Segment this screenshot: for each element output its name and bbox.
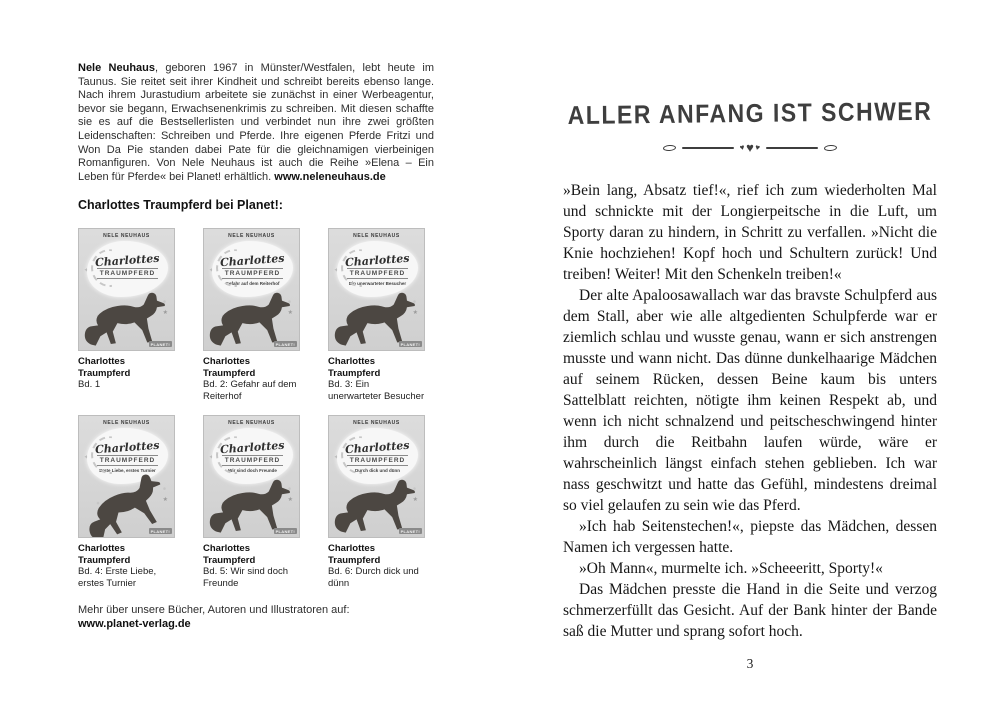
book-cover-1	[78, 228, 175, 402]
author-name: Nele Neuhaus	[78, 62, 155, 74]
cover-subtitle: Wir sind doch Freunde	[228, 467, 277, 473]
cover-art	[328, 228, 425, 351]
caption-title: Charlottes Traumpferd	[203, 356, 256, 379]
book-cover-6	[328, 415, 425, 589]
cover-subtitle: Ein unerwarteter Besucher	[348, 280, 407, 286]
caption-title: Charlottes Traumpferd	[78, 356, 131, 379]
author-website-url: www.neleneuhaus.de	[274, 170, 386, 183]
planet-logo: PLANET!	[400, 528, 420, 534]
oval-ornament-icon	[823, 144, 836, 151]
cover-author-name: ✦ NELE NEUHAUS	[353, 420, 400, 427]
planet-logo: PLANET!	[400, 341, 420, 347]
paragraph: »Bein lang, Absatz tief!«, rief ich zum wiederholten Mal und schnickte mit der Longierpeitsche in die Luft, um Sporty daran zu hindern, in Schritt zu verfallen. »Nicht die Knie hochziehen! Kopf hoch und Schultern zurück! Und treiben! Weiter! Mit den Schenkeln treiben!«	[563, 182, 937, 283]
cover-title-caps: TRAUMPFERD	[347, 268, 409, 279]
planet-logo: PLANET!	[275, 341, 295, 347]
cover-art	[328, 415, 425, 538]
chapter-divider	[563, 141, 937, 154]
cover-subtitle: Durch dick und dünn	[355, 467, 400, 473]
cover-author-name: ✦ NELE NEUHAUS	[228, 233, 275, 240]
cover-title-caps: TRAUMPFERD	[347, 455, 409, 466]
caption-title: Charlottes Traumpferd	[328, 543, 381, 566]
planet-logo: PLANET!	[275, 528, 295, 534]
left-page	[78, 0, 434, 631]
cover-title-script: Charlottes	[344, 251, 411, 270]
chapter-body	[563, 180, 937, 642]
cover-author-name: ✦ NELE NEUHAUS	[103, 233, 150, 240]
horse-icon	[78, 465, 175, 538]
cover-subtitle: Gefahr auf dem Reiterhof	[225, 280, 280, 286]
planet-logo: PLANET!	[150, 341, 170, 347]
publisher-website-url: www.planet-verlag.de	[78, 618, 191, 631]
book-cover-4	[78, 415, 175, 589]
cover-title-caps: TRAUMPFERD	[97, 455, 159, 466]
cover-title-caps: TRAUMPFERD	[97, 268, 159, 279]
book-cover-3	[328, 228, 425, 402]
cover-author-name: ✦ NELE NEUHAUS	[228, 420, 275, 427]
book-cover-2	[203, 228, 300, 402]
hearts-ornament-icon: ♥ ♥ ♥	[739, 140, 761, 155]
series-heading: Charlottes Traumpferd bei Planet!:	[78, 198, 283, 213]
cover-caption	[203, 543, 300, 589]
cover-caption	[328, 543, 425, 589]
caption-volume: Bd. 5: Wir sind doch Freunde	[203, 566, 289, 589]
paragraph: Der alte Apaloosawallach war das bravste Schulpferd aus dem Stall, aber wie alle altgedienten Schulpferde war er ziemlich schlau und wusste genau, wann er sich anstrengen musste und wann nicht. Das dünne dunkelhaarige Mädchen auf seinem Rücken, dessen Beine kaum bis unters Sattelblatt reichten, nötigte ihm keinen Respekt ab, und wenn ich nicht schnalzend und peitscheschwingend hinter ihm durch die Reitbahn laufen würde, wäre er wahrscheinlich längst einfach stehen geblieben. Ich war nass geschwitzt und hatte das Gefühl, mindestens dreimal so viel gelaufen zu sein wie das Pferd.	[563, 287, 937, 514]
cover-title-caps: TRAUMPFERD	[222, 268, 284, 279]
cover-title-script: Charlottes	[219, 438, 286, 457]
author-bio	[78, 62, 434, 184]
cover-subtitle: Erste Liebe, erstes Turnier	[99, 467, 156, 473]
caption-volume: Bd. 6: Durch dick und dünn	[328, 566, 419, 589]
caption-volume: Bd. 3: Ein unerwarteter Besucher	[328, 379, 425, 402]
caption-volume: Bd. 4: Erste Liebe, erstes Turnier	[78, 566, 157, 589]
divider-line	[682, 147, 734, 149]
cover-author-name: ✦ NELE NEUHAUS	[103, 420, 150, 427]
cover-title-script: Charlottes	[94, 438, 161, 457]
caption-volume: Bd. 2: Gefahr auf dem Reiterhof	[203, 379, 297, 402]
cover-title-script: Charlottes	[219, 251, 286, 270]
book-cover-5	[203, 415, 300, 589]
cover-caption	[78, 543, 175, 589]
cover-caption	[203, 356, 300, 402]
right-page	[563, 0, 937, 672]
oval-ornament-icon	[663, 144, 676, 151]
paragraph: Das Mädchen presste die Hand in die Seite und verzog schmerzerfüllt das Gesicht. Auf der Bank hinter der Bande saß die Mutter und sprang sofort hoch.	[563, 581, 937, 640]
chapter-title: ALLER ANFANG IST SCHWER	[567, 96, 933, 130]
page-number: 3	[746, 656, 754, 671]
caption-title: Charlottes Traumpferd	[203, 543, 256, 566]
caption-title: Charlottes Traumpferd	[328, 356, 381, 379]
planet-logo: PLANET!	[150, 528, 170, 534]
cover-art	[78, 228, 175, 351]
divider-line	[766, 147, 818, 149]
cover-author-name: ✦ NELE NEUHAUS	[353, 233, 400, 240]
cover-art	[203, 415, 300, 538]
book-covers-grid	[78, 228, 434, 589]
publisher-footer	[78, 603, 434, 631]
cover-art	[78, 415, 175, 538]
caption-title: Charlottes Traumpferd	[78, 543, 131, 566]
caption-volume: Bd. 1	[78, 379, 101, 391]
cover-caption	[328, 356, 425, 402]
cover-title-caps: TRAUMPFERD	[222, 455, 284, 466]
cover-art	[203, 228, 300, 351]
author-bio-text: , geboren 1967 in Münster/Westfalen, lebt heute im Taunus. Sie reitet seit ihrer Kindheit und schreibt bereits ebenso lange. Nach ihrem Jurastudium arbeitete sie zunächst in einer Werbeagentur, bevor sie begann, Erwachsenenkrimis zu schreiben. Mit diesen schaffte sie es auf die Bestsellerlisten und verbindet nun ihre zwei größten Leidenschaften: Schreiben und Pferde. Ihre eigenen Pferde Fritzi und Won Da Pie standen dabei Pate für die gleichnamigen vierbeinigen Romanfiguren. Von Nele Neuhaus ist auch die Reihe »Elena – Ein Leben für Pferde« bei Planet! erhältlich.	[78, 62, 435, 183]
publisher-footer-text: Mehr über unsere Bücher, Autoren und Illustratoren auf:	[78, 604, 350, 617]
cover-caption	[78, 356, 175, 391]
paragraph: »Ich hab Seitenstechen!«, piepste das Mädchen, dessen Namen ich vergessen hatte.	[563, 518, 937, 556]
cover-title-script: Charlottes	[344, 438, 411, 457]
cover-title-script: Charlottes	[94, 251, 161, 270]
paragraph: »Oh Mann«, murmelte ich. »Scheeeritt, Sporty!«	[579, 560, 883, 577]
